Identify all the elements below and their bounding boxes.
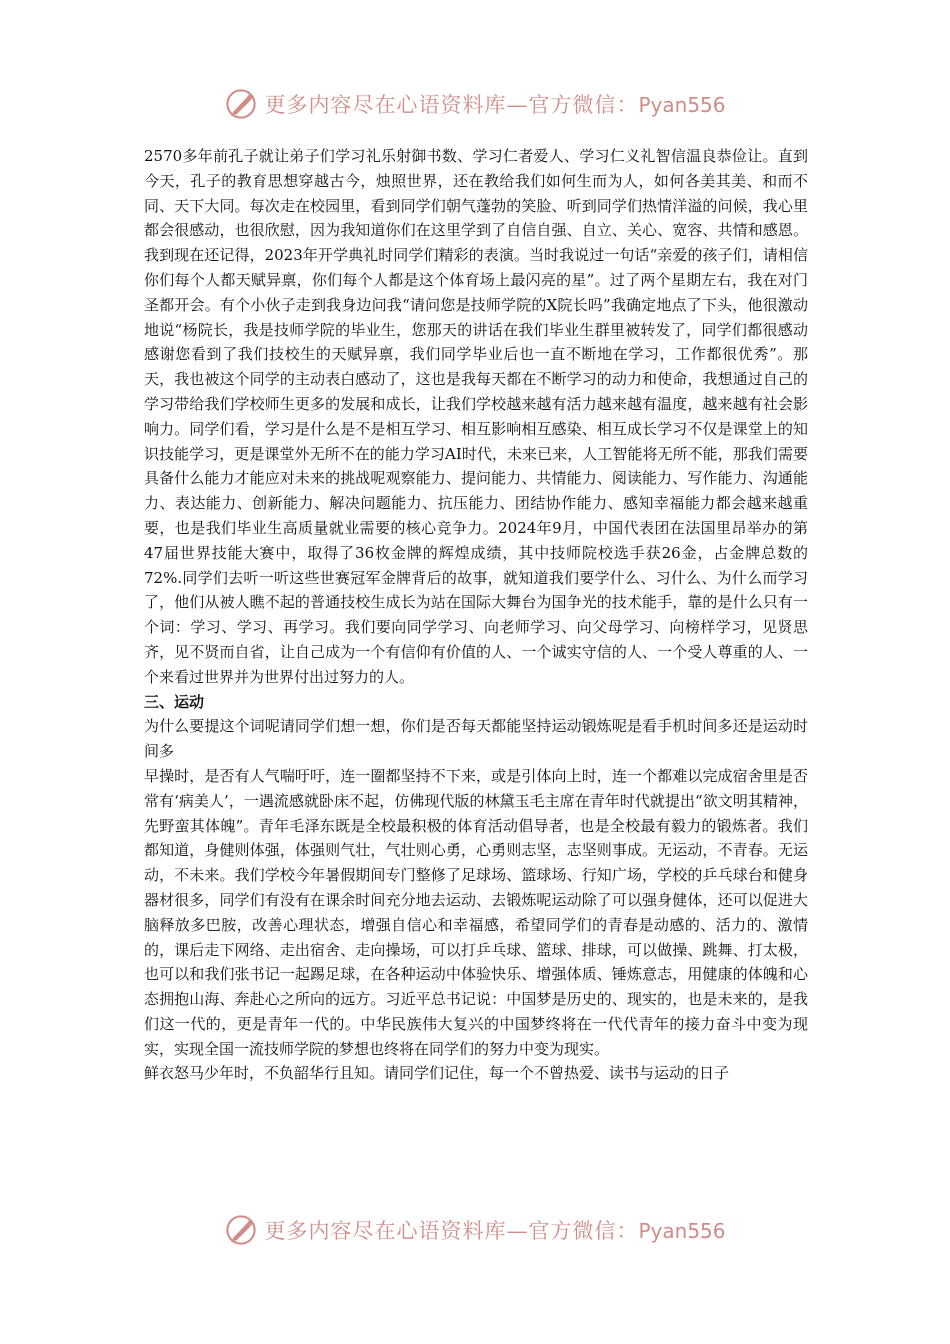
banner-text xyxy=(264,89,725,119)
pen-logo-icon xyxy=(224,87,258,121)
footer-banner xyxy=(0,1206,950,1254)
section-heading-sport: 三、运动 xyxy=(144,692,205,711)
paragraph-question: 为什么要提这个词呢请同学们想一想，你们是否每天都能坚持运动锻炼呢是看手机时间多还是运动时间多 xyxy=(144,717,808,761)
document-body xyxy=(144,144,808,1086)
banner-text xyxy=(264,1215,725,1245)
paragraph-closing: 鲜衣怒马少年时，不负韶华行且知。请同学们记住，每一个不曾热爱、读书与运动的日子 xyxy=(144,1064,730,1083)
paragraph-learning: 2570多年前孔子就让弟子们学习礼乐射御书数、学习仁者爱人、学习仁义礼智信温良恭俭让。直到今天，孔子的教育思想穿越古今，烛照世界，还在教给我们如何生而为人，如何各美其美、和而不同、天下大同。每次走在校园里，看到同学们朝气蓬勃的笑脸、听到同学们热情洋溢的问候，我心里都会很感动，也很欣慰，因为我知道你们在这里学到了自信自强、自立、关心、宽容、共情和感恩。我到现在还记得，2023年开学典礼时同学们精彩的表演。当时我说过一句话“亲爱的孩子们，请相信你们每个人都天赋异禀，你们每个人都是这个体育场上最闪亮的星”。过了两个星期左右，我在对门圣都开会。有个小伙子走到我身边问我“请问您是技师学院的X院长吗”我确定地点了下头，他很激动地说“杨院长，我是技师学院的毕业生，您那天的讲话在我们毕业生群里被转发了，同学们都很感动感谢您看到了我们技校生的天赋异禀，我们同学毕业后也一直不断地在学习，工作都很优秀”。那天，我也被这个同学的主动表白感动了，这也是我每天都在不断学习的动力和使命，我想通过自己的学习带给我们学校师生更多的发展和成长，让我们学校越来越有活力越来越有温度，越来越有社会影响力。同学们看，学习是什么是不是相互学习、相互影响相互感染、相互成长学习不仅是课堂上的知识技能学习，更是课堂外无所不在的能力学习AI时代，未来已来，人工智能将无所不能，那我们需要具备什么能力才能应对未来的挑战呢观察能力、提问能力、共情能力、阅读能力、写作能力、沟通能力、表达能力、创新能力、解决问题能力、抗压能力、团结协作能力、感知幸福能力都会越来越重要，也是我们毕业生高质量就业需要的核心竞争力。2024年9月，中国代表团在法国里昂举办的第47届世界技能大赛中，取得了36枚金牌的辉煌成绩，其中技师院校选手获26金，占金牌总数的72%.同学们去听一听这些世赛冠军金牌背后的故事，就知道我们要学什么、习什么、为什么而学习了，他们从被人瞧不起的普通技校生成长为站在国际大舞台为国争光的技术能手，靠的是什么只有一个词：学习、学习、再学习。我们要向同学学习、向老师学习、向父母学习、向榜样学习，见贤思齐，见不贤而自省，让自己成为一个有信仰有价值的人、一个诚实守信的人、一个受人尊重的人、一个来看过世界并为世界付出过努力的人。 xyxy=(144,147,808,686)
banner-wechat: Pyan556 xyxy=(638,93,726,117)
header-banner xyxy=(0,80,950,128)
banner-label: 更多内容尽在心语资料库—官方微信： xyxy=(264,1219,639,1243)
pen-logo-icon xyxy=(224,1213,258,1247)
banner-label: 更多内容尽在心语资料库—官方微信： xyxy=(264,93,639,117)
paragraph-sport: 早操时，是否有人气喘吁吁，连一圈都坚持不下来，或是引体向上时，连一个都难以完成宿舍里是否常有‘病美人’，一遇流感就卧床不起，仿佛现代版的林黛玉毛主席在青年时代就提出“欲文明其精神，先野蛮其体魄”。青年毛泽东既是全校最积极的体育活动倡导者，也是全校最有毅力的锻炼者。我们都知道，身健则体强，体强则气壮，气壮则心勇，心勇则志坚，志坚则事成。无运动，不青春。无运动，不未来。我们学校今年暑假期间专门整修了足球场、篮球场、行知广场，学校的乒乓球台和健身器材很多，同学们有没有在课余时间充分地去运动、去锻炼呢运动除了可以强身健体，还可以促进大脑释放多巴胺，改善心理状态，增强自信心和幸福感，希望同学们的青春是动感的、活力的、激情的，课后走下网络、走出宿舍、走向操场，可以打乒乓球、篮球、排球，可以做操、跳舞、打太极，也可以和我们张书记一起踢足球，在各种运动中体验快乐、增强体质、锤炼意志，用健康的体魄和心态拥抱山海、奔赴心之所向的远方。习近平总书记说：中国梦是历史的、现实的，也是未来的，是我们这一代的，更是青年一代的。中华民族伟大复兴的中国梦终将在一代代青年的接力奋斗中变为现实，实现全国一流技师学院的梦想也终将在同学们的努力中变为现实。 xyxy=(144,766,808,1058)
banner-wechat: Pyan556 xyxy=(638,1219,726,1243)
